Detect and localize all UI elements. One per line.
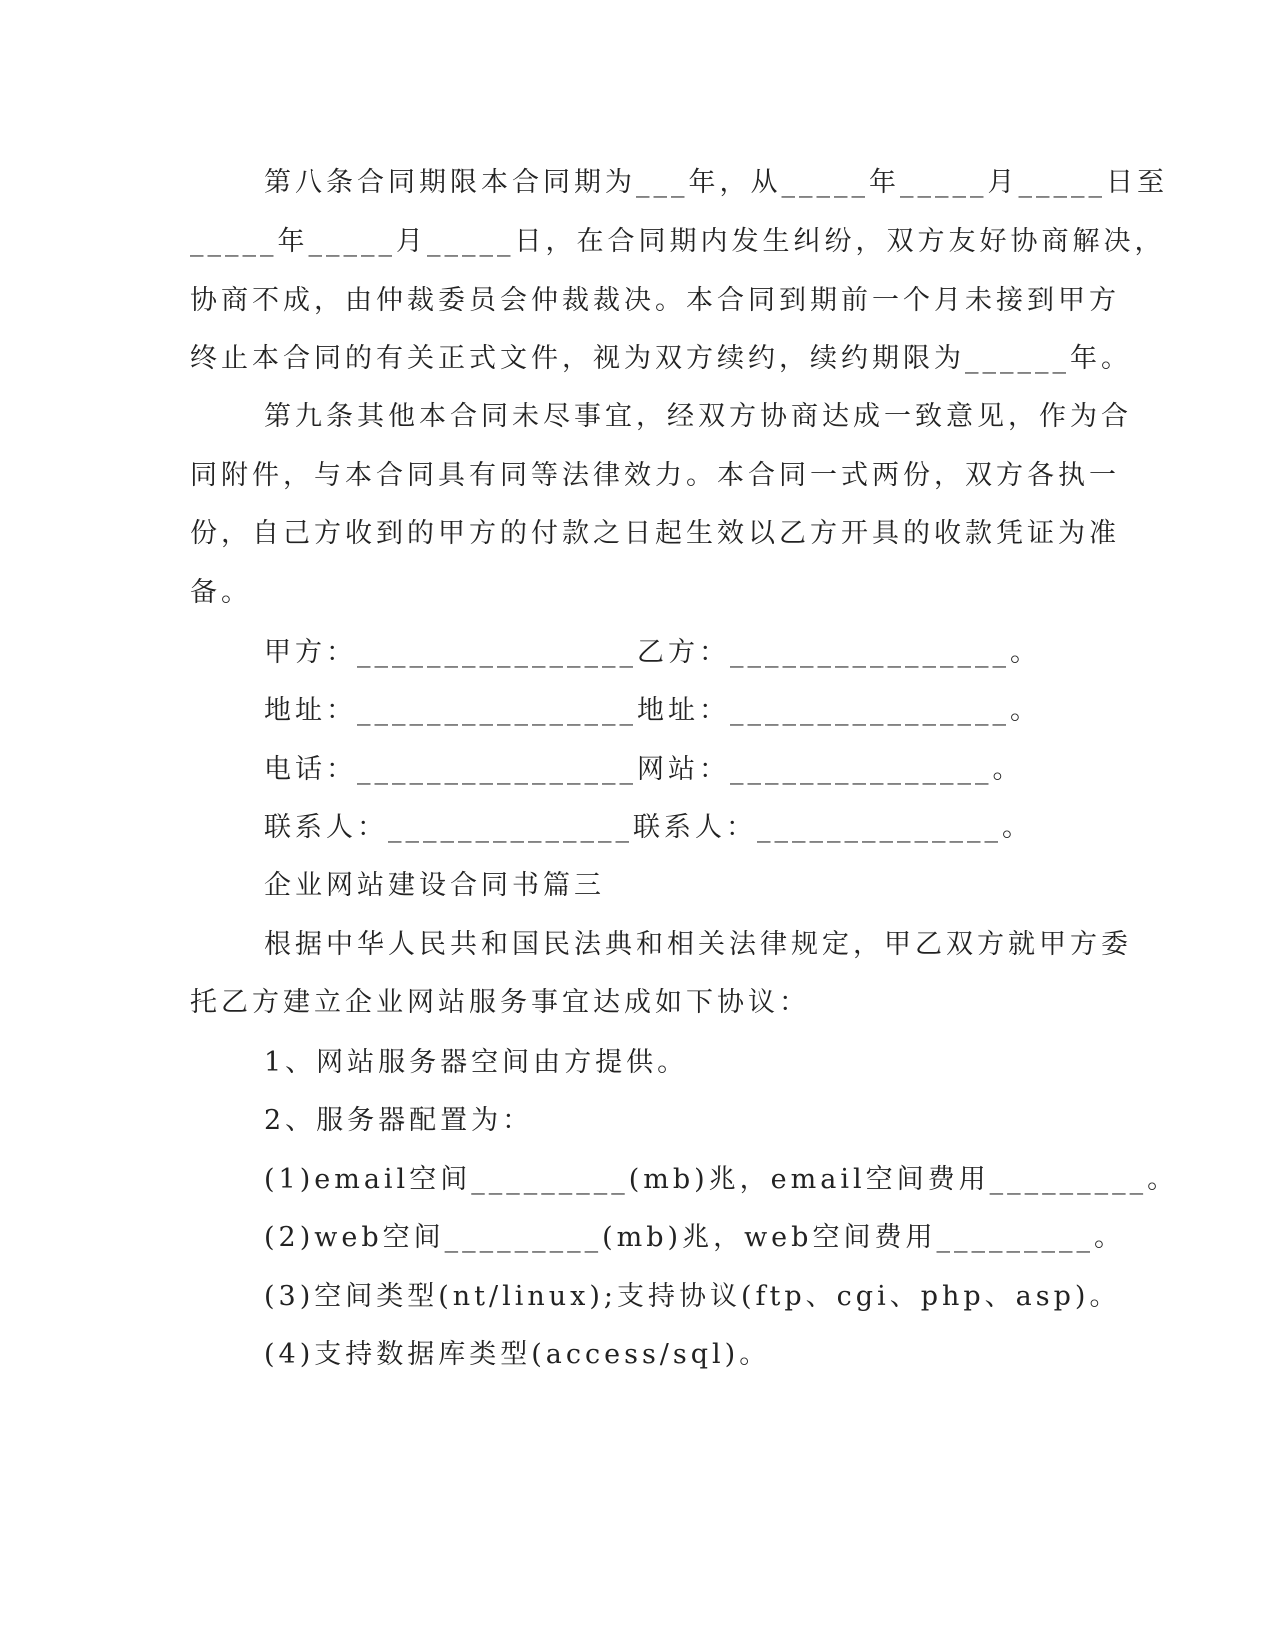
list-item: (2)web空间_________(mb)兆，web空间费用_________。 (264, 1222, 1125, 1253)
paragraph-line: 终止本合同的有关正式文件，视为双方续约，续约期限为______年。 (190, 343, 1132, 374)
signature-line-party: 甲方：________________乙方：________________。 (264, 637, 1041, 668)
signature-line-contact: 联系人：______________联系人：______________。 (264, 812, 1033, 843)
signature-line-phone: 电话：________________网站：_______________。 (264, 754, 1024, 785)
paragraph-line: 第八条合同期限本合同期为___年，从_____年_____月_____日至 (264, 167, 1168, 198)
section-title: 企业网站建设合同书篇三 (264, 870, 605, 901)
paragraph-line: _____年_____月_____日，在合同期内发生纠纷，双方友好协商解决， (190, 226, 1166, 257)
signature-line-address: 地址：________________地址：________________。 (264, 695, 1041, 726)
paragraph-line: 同附件，与本合同具有同等法律效力。本合同一式两份，双方各执一 (190, 460, 1120, 491)
list-item: (4)支持数据库类型(access/sql)。 (264, 1339, 771, 1370)
paragraph-line: 托乙方建立企业网站服务事宜达成如下协议： (190, 987, 810, 1018)
paragraph-line: 根据中华人民共和国民法典和相关法律规定，甲乙双方就甲方委 (264, 929, 1132, 960)
list-item: (1)email空间_________(mb)兆，email空间费用_________。 (264, 1164, 1179, 1195)
paragraph-line: 备。 (190, 577, 252, 608)
list-item: (3)空间类型(nt/linux);支持协议(ftp、cgi、php、asp)。 (264, 1281, 1121, 1312)
paragraph-line: 协商不成，由仲裁委员会仲裁裁决。本合同到期前一个月未接到甲方 (190, 285, 1120, 316)
list-item: 1、网站服务器空间由方提供。 (264, 1047, 689, 1078)
paragraph-line: 第九条其他本合同未尽事宜，经双方协商达成一致意见，作为合 (264, 401, 1132, 432)
paragraph-line: 份，自己方收到的甲方的付款之日起生效以乙方开具的收款凭证为准 (190, 518, 1120, 549)
list-item: 2、服务器配置为： (264, 1105, 534, 1136)
